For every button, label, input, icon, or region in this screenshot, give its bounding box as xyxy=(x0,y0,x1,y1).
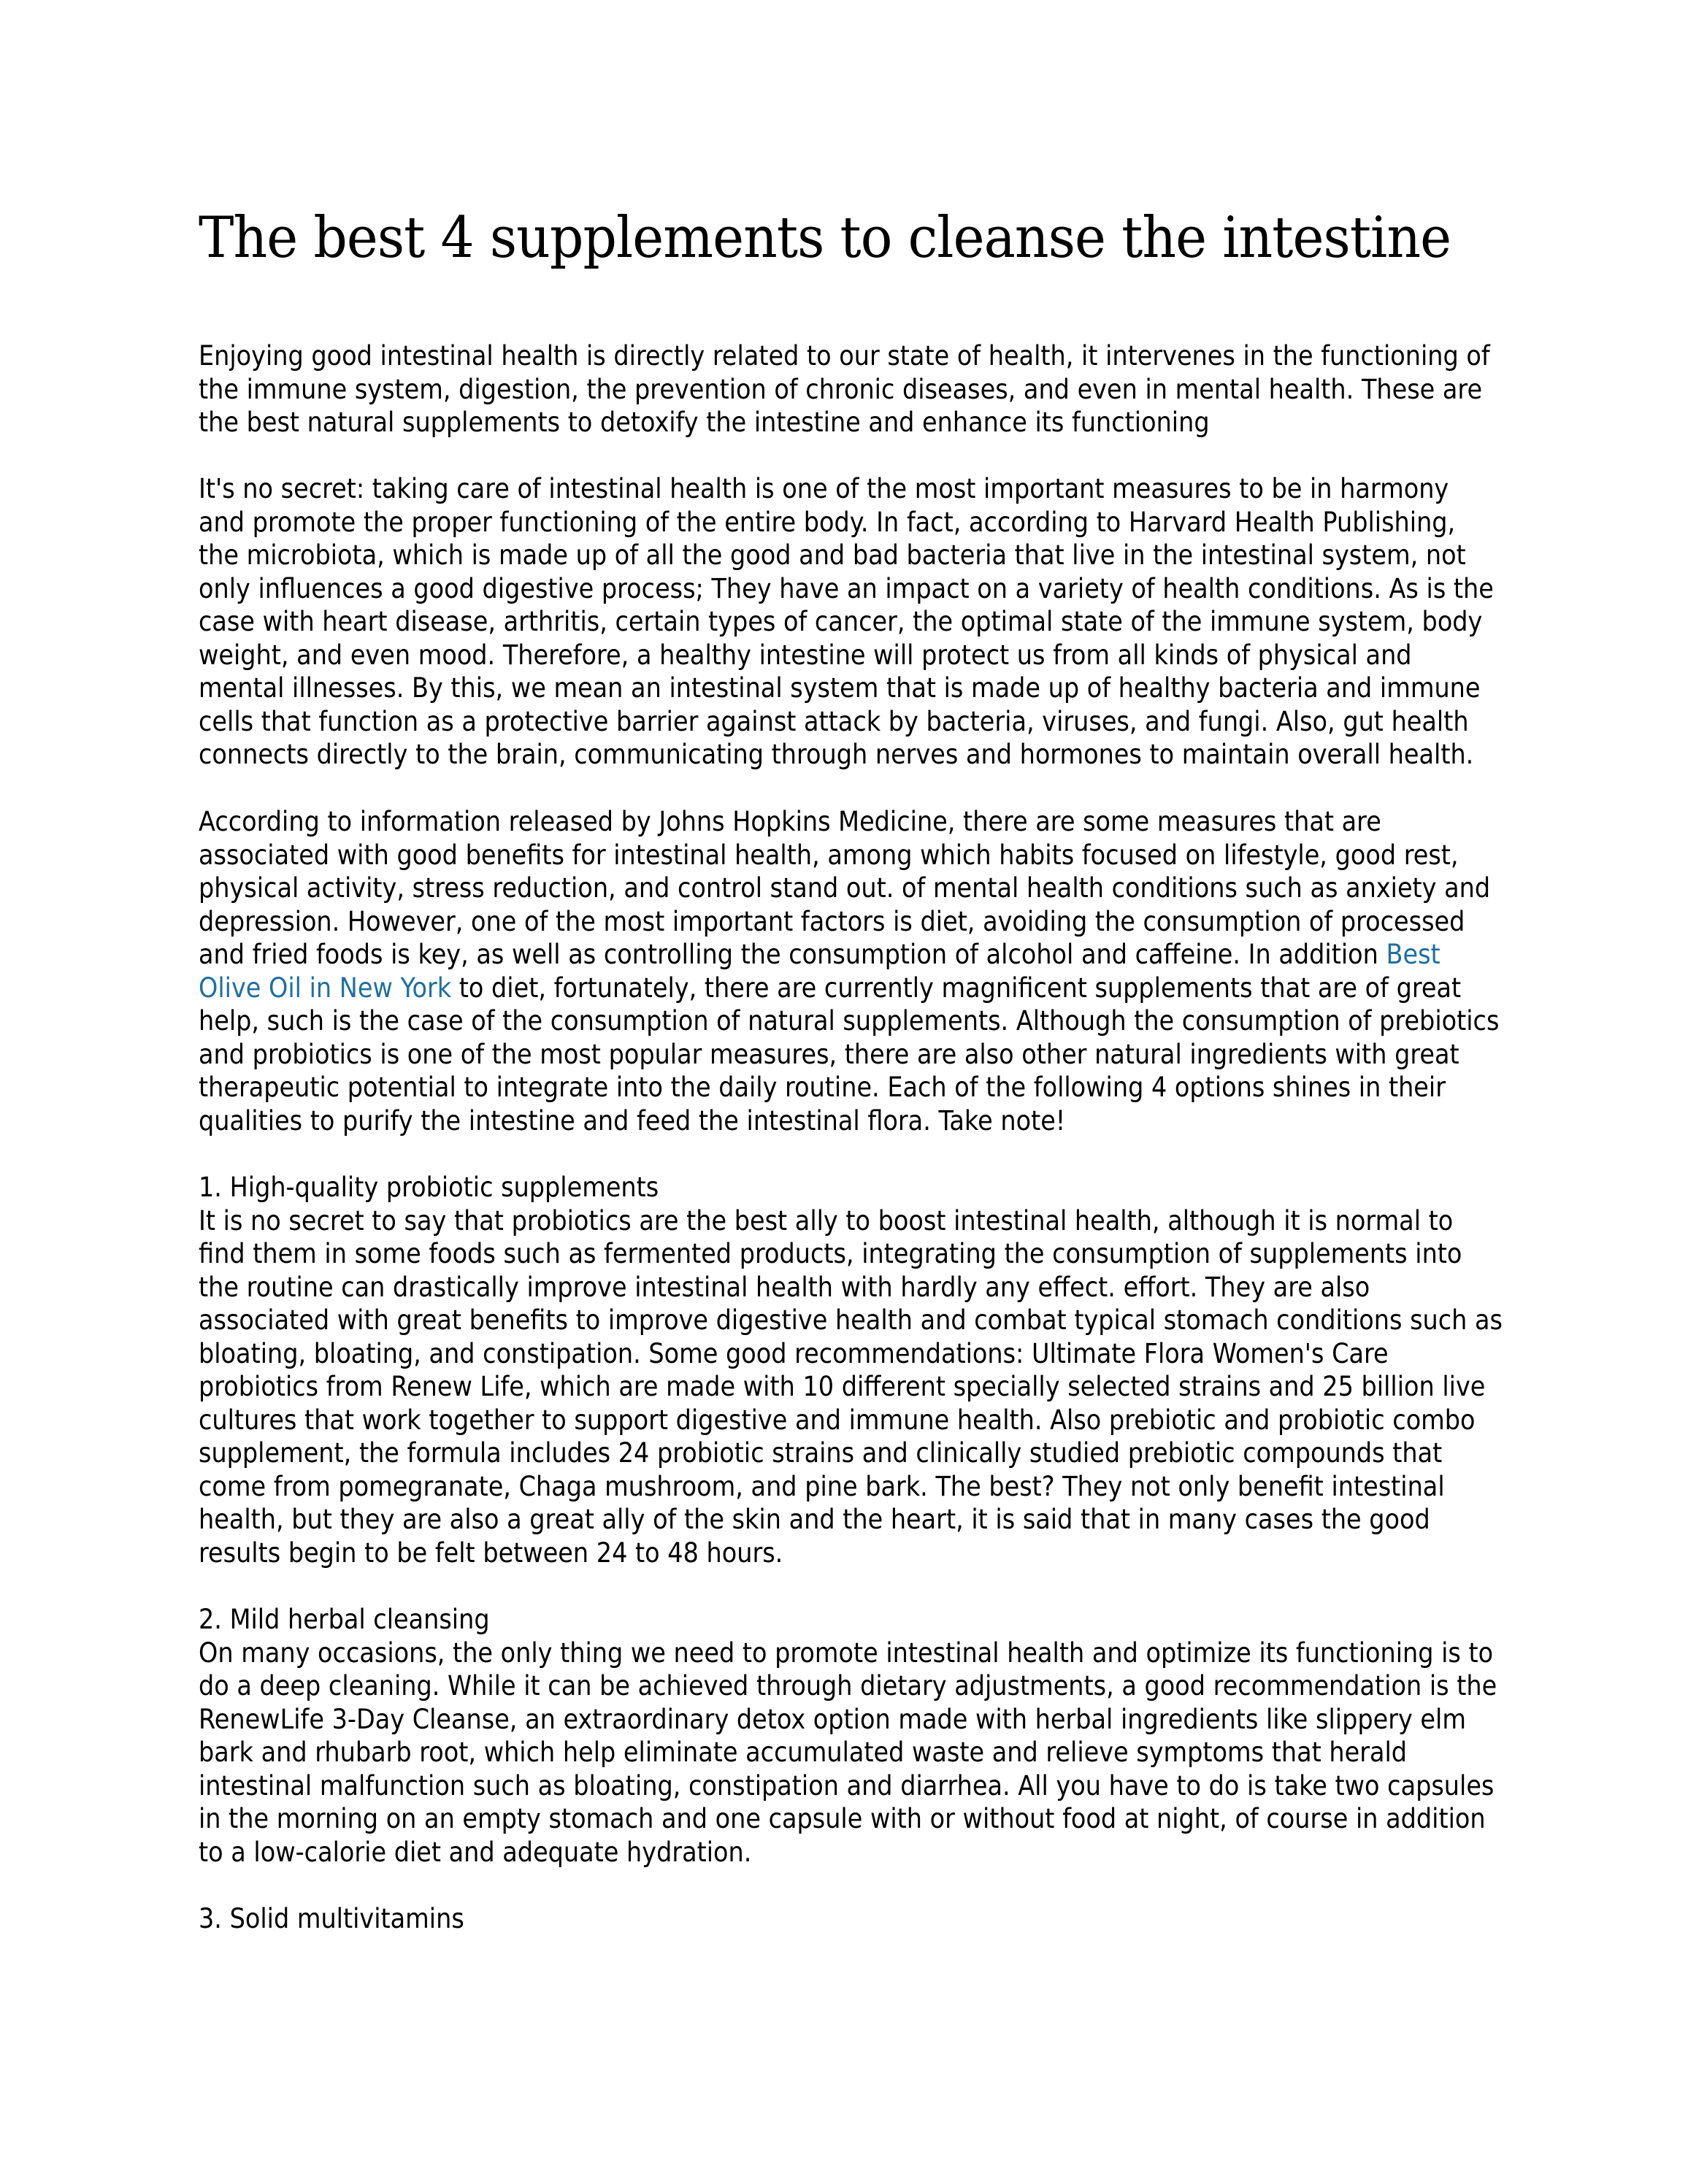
text-line: in the morning on an empty stomach and one capsule with or without food at night, of course in addition xyxy=(199,1803,1486,1834)
text-line: intestinal malfunction such as bloating, constipation and diarrhea. All you have to do is take two capsules xyxy=(199,1769,1495,1802)
text-line: find them in some foods such as fermented products, integrating the consumption of supplements into xyxy=(199,1238,1462,1269)
text-line: qualities to purify the intestine and feed the intestinal flora. Take note! xyxy=(199,1104,1066,1137)
text-line: the immune system, digestion, the prevention of chronic diseases, and even in mental health. These are xyxy=(199,373,1483,405)
text-line: the best natural supplements to detoxify the intestine and enhance its functioning xyxy=(199,407,1210,438)
text-line: and probiotics is one of the most popular measures, there are also other natural ingredients with great xyxy=(199,1038,1459,1070)
text-line: It's no secret: taking care of intestinal health is one of the most important measures to be in harmony xyxy=(199,473,1449,504)
text-line: cells that function as a protective barrier against attack by bacteria, viruses, and fungi. Also, gut health xyxy=(199,705,1469,737)
johns-hopkins-paragraph xyxy=(199,805,1635,1137)
text-line: bark and rhubarb root, which help eliminate accumulated waste and relieve symptoms that herald xyxy=(199,1737,1408,1768)
text-line: case with heart disease, arthritis, certain types of cancer, the optimal state of the immune system, body xyxy=(199,606,1483,637)
text-line: help, such is the case of the consumption of natural supplements. Although the consumption of prebiotics xyxy=(199,1005,1500,1037)
text-line: It is no secret to say that probiotics are the best ally to boost intestinal health, although it is normal to xyxy=(199,1204,1454,1237)
text-line: cultures that work together to support digestive and immune health. Also prebiotic and probiotic combo xyxy=(199,1404,1476,1436)
text-segment: to diet, fortunately, there are currently magnificent supplements that are of great xyxy=(451,972,1462,1004)
page-title: The best 4 supplements to cleanse the intestine xyxy=(199,205,1451,271)
section-heading: 1. High-quality probiotic supplements xyxy=(199,1172,659,1203)
text-line: Enjoying good intestinal health is directly related to our state of health, it intervenes in the functioning of xyxy=(199,340,1490,372)
text-line-with-link xyxy=(199,938,1499,972)
section-heading: 3. Solid multivitamins xyxy=(199,1903,464,1934)
text-line: probiotics from Renew Life, which are made with 10 different specially selected strains and 25 billion live xyxy=(199,1371,1486,1402)
olive-oil-link-continued[interactable]: Olive Oil in New York xyxy=(199,972,452,1004)
gut-health-paragraph xyxy=(199,472,1630,772)
section-heading: 2. Mild herbal cleansing xyxy=(199,1604,490,1635)
text-line: mental illnesses. By this, we mean an intestinal system that is made up of healthy bacteria and immune xyxy=(199,672,1481,704)
text-line: On many occasions, the only thing we need to promote intestinal health and optimize its functioning is to xyxy=(199,1637,1494,1669)
text-line: bloating, bloating, and constipation. Some good recommendations: Ultimate Flora Women's Care xyxy=(199,1337,1389,1369)
text-segment: and fried foods is key, as well as controlling the consumption of alcohol and caffeine. In addition xyxy=(199,939,1386,970)
text-line: physical activity, stress reduction, and control stand out. of mental health conditions such as anxiety and xyxy=(199,872,1491,904)
text-line: RenewLife 3-Day Cleanse, an extraordinary detox option made with herbal ingredients like slippery elm xyxy=(199,1703,1466,1735)
text-line: connects directly to the brain, communicating through nerves and hormones to maintain overall health. xyxy=(199,739,1474,770)
text-line: come from pomegranate, Chaga mushroom, and pine bark. The best? They not only benefit intestinal xyxy=(199,1470,1445,1502)
section-herbal-cleansing xyxy=(199,1603,1633,1869)
text-line: According to information released by Johns Hopkins Medicine, there are some measures that are xyxy=(199,806,1381,837)
text-line: depression. However, one of the most important factors is diet, avoiding the consumption of processed xyxy=(199,905,1465,937)
text-line: only influences a good digestive process; They have an impact on a variety of health conditions. As is the xyxy=(199,572,1494,604)
text-line: weight, and even mood. Therefore, a healthy intestine will protect us from all kinds of physical and xyxy=(199,639,1412,671)
text-line: health, but they are also a great ally of the skin and the heart, it is said that in many cases the good xyxy=(199,1504,1430,1535)
text-line-with-link xyxy=(199,972,1499,1005)
text-line: the routine can drastically improve intestinal health with hardly any effect. effort. They are also xyxy=(199,1271,1370,1303)
text-line: associated with good benefits for intestinal health, among which habits focused on lifestyle, good rest, xyxy=(199,839,1459,871)
text-line: results begin to be felt between 24 to 48 hours. xyxy=(199,1537,783,1569)
text-line: do a deep cleaning. While it can be achieved through dietary adjustments, a good recommendation is the xyxy=(199,1670,1497,1702)
section-probiotics xyxy=(199,1171,1639,1569)
text-line: to a low-calorie diet and adequate hydration. xyxy=(199,1836,752,1868)
text-line: therapeutic potential to integrate into the daily routine. Each of the following 4 options shines in their xyxy=(199,1072,1446,1103)
section-multivitamins xyxy=(199,1902,492,1936)
text-line: the microbiota, which is made up of all the good and bad bacteria that live in the intestinal system, not xyxy=(199,539,1466,571)
text-line: and promote the proper functioning of the entire body. In fact, according to Harvard Health Publishing, xyxy=(199,506,1456,538)
text-line: associated with great benefits to improve digestive health and combat typical stomach conditions such as xyxy=(199,1304,1503,1336)
olive-oil-link[interactable]: Best xyxy=(1386,939,1440,970)
text-line: supplement, the formula includes 24 probiotic strains and clinically studied prebiotic compounds that xyxy=(199,1437,1443,1469)
intro-paragraph xyxy=(199,339,1625,439)
